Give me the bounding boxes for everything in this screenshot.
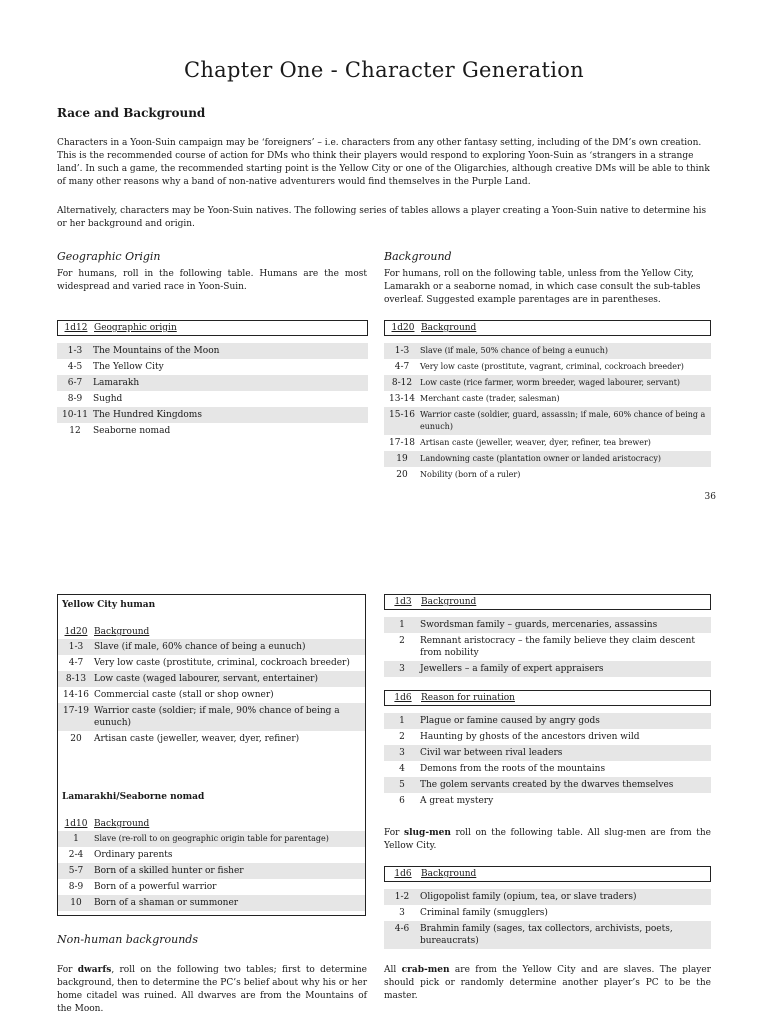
table-row <box>384 343 711 359</box>
column-header-name: Background <box>421 869 477 879</box>
value-cell: Low caste (rice farmer, worm breeder, waged labourer, servant) <box>420 378 681 387</box>
value-cell: Civil war between rival leaders <box>420 748 563 758</box>
value-cell: Demons from the roots of the mountains <box>420 764 606 774</box>
table-row <box>384 905 711 921</box>
table-row <box>58 687 365 703</box>
roll-cell: 10-11 <box>62 410 88 420</box>
section-heading-race: Race and Background <box>57 106 206 120</box>
roll-cell: 2 <box>399 732 405 742</box>
roll-cell: 15-16 <box>389 410 415 420</box>
text-run: All <box>384 965 402 975</box>
value-cell: Nobility (born of a ruler) <box>420 470 521 479</box>
crab-men-text <box>384 964 711 1003</box>
roll-cell: 10 <box>70 898 82 908</box>
table-row <box>384 467 711 483</box>
roll-cell: 12 <box>69 426 81 436</box>
roll-cell: 3 <box>399 908 405 918</box>
value-cell: Plague or famine caused by angry gods <box>420 716 600 726</box>
non-human-text <box>57 964 367 1016</box>
value-cell: Slave (re-roll to on geographic origin table for parentage) <box>94 834 329 843</box>
roll-cell: 8-12 <box>391 378 413 388</box>
table-row <box>384 359 711 375</box>
roll-cell: 3 <box>399 664 405 674</box>
geographic-origin-table <box>57 320 368 439</box>
value-cell: Artisan caste (jeweller, weaver, dyer, refiner, tea brewer) <box>420 438 651 447</box>
column-header-roll: 1d10 <box>64 819 88 829</box>
intro-paragraph-1: Characters in a Yoon-Suin campaign may be ‘foreigners’ – i.e. characters from any other fantasy setting, including of the DM’s own creation. This is the recommended course of action for DMs who think their players would respond to exploring Yoon-Suin as ‘strangers in a strange land’. In such a game, the recommended starting point is the Yellow City or one of the Oligarchies, although creative DMs will be able to think of many other reasons why a band of non-native adventurers would find themselves in the Purple Land. <box>57 138 710 187</box>
column-header-roll: 1d6 <box>394 869 412 879</box>
roll-cell: 4-7 <box>394 362 410 372</box>
value-cell: The Yellow City <box>93 362 164 372</box>
table-header <box>384 690 711 706</box>
table-row <box>58 639 365 655</box>
table-row <box>57 375 368 391</box>
yellow-city-heading: Yellow City human <box>62 600 156 610</box>
dwarf-background-table <box>384 594 711 677</box>
value-cell: Low caste (waged labourer, servant, entertainer) <box>94 674 318 684</box>
table-row <box>384 761 711 777</box>
non-human-heading: Non-human backgrounds <box>57 933 198 946</box>
roll-cell: 1-3 <box>68 642 84 652</box>
table-row <box>58 895 365 911</box>
text-run: , roll on the following two tables; first to determine background, then to determine the PC’s belief about why his or her home citadel was ruined. All dwarves are from the Mountains of the Moon. <box>57 965 367 1014</box>
value-cell: Merchant caste (trader, salesman) <box>420 394 560 403</box>
roll-cell: 3 <box>399 748 405 758</box>
table-row <box>384 617 711 633</box>
table-row <box>384 777 711 793</box>
value-cell: Landowning caste (plantation owner or landed aristocracy) <box>420 454 661 463</box>
roll-cell: 8-9 <box>67 394 83 404</box>
roll-cell: 4-6 <box>394 924 410 934</box>
table-row <box>58 863 365 879</box>
value-cell: Warrior caste (soldier, guard, assassin; if male, 60% chance of being a eunuch) <box>420 410 706 431</box>
roll-cell: 4-5 <box>67 362 83 372</box>
table-row <box>384 889 711 905</box>
background-table <box>384 320 711 483</box>
value-cell: Swordsman family – guards, mercenaries, assassins <box>420 620 658 630</box>
roll-cell: 5 <box>399 780 405 790</box>
value-cell: Lamarakh <box>93 378 140 388</box>
lamarakhi-table <box>58 817 365 911</box>
page-number: 36 <box>704 492 716 502</box>
value-cell: The Hundred Kingdoms <box>93 410 202 420</box>
column-header-name: Background <box>94 627 150 637</box>
roll-cell: 6 <box>399 796 405 806</box>
column-header-roll: 1d6 <box>394 693 412 703</box>
roll-cell: 1-2 <box>394 892 410 902</box>
column-header-name: Geographic origin <box>94 323 177 333</box>
roll-cell: 14-16 <box>63 690 89 700</box>
table-row <box>57 359 368 375</box>
table-row <box>384 745 711 761</box>
roll-cell: 20 <box>396 470 408 480</box>
table-row <box>57 407 368 423</box>
text-run: For <box>384 828 405 838</box>
table-row <box>384 661 711 677</box>
roll-cell: 8-9 <box>68 882 84 892</box>
table-row <box>384 633 711 661</box>
roll-cell: 13-14 <box>389 394 415 404</box>
table-row <box>384 407 711 435</box>
column-header-name: Background <box>94 819 150 829</box>
roll-cell: 1-3 <box>67 346 83 356</box>
value-cell: Slave (if male, 60% chance of being a eunuch) <box>94 642 306 652</box>
value-cell: The golem servants created by the dwarves themselves <box>420 780 674 790</box>
geographic-origin-text: For humans, roll in the following table. Humans are the most widespread and varied race in Yoon-Suin. <box>57 269 367 292</box>
column-header-name: Background <box>421 597 477 607</box>
table-header <box>384 866 711 882</box>
text-run: are from the Yellow City and are slaves. The player should pick or randomly determine another player’s PC to be the master. <box>384 965 711 1001</box>
table-row <box>384 921 711 949</box>
value-cell: Born of a skilled hunter or fisher <box>94 866 244 876</box>
value-cell: Commercial caste (stall or shop owner) <box>94 690 274 700</box>
table-header <box>384 594 711 610</box>
page-title: Chapter One - Character Generation <box>183 58 584 82</box>
table-row <box>58 879 365 895</box>
table-row <box>58 731 365 747</box>
value-cell: Haunting by ghosts of the ancestors driven wild <box>420 732 640 742</box>
column-header-roll: 1d3 <box>394 597 412 607</box>
value-cell: Oligopolist family (opium, tea, or slave traders) <box>420 892 637 902</box>
lamarakhi-heading: Lamarakhi/Seaborne nomad <box>62 792 205 802</box>
column-header-roll: 1d12 <box>64 323 88 333</box>
table-header <box>384 320 711 336</box>
roll-cell: 17-19 <box>63 706 89 716</box>
value-cell: Seaborne nomad <box>93 426 171 436</box>
geographic-origin-heading: Geographic Origin <box>57 250 161 263</box>
value-cell: Warrior caste (soldier; if male, 90% chance of being a eunuch) <box>94 706 340 728</box>
table-row <box>58 655 365 671</box>
table-row <box>57 423 368 439</box>
value-cell: Sughd <box>93 394 123 404</box>
yellow-city-table <box>58 625 365 747</box>
table-row <box>384 451 711 467</box>
value-cell: Very low caste (prostitute, criminal, cockroach breeder) <box>94 658 350 668</box>
bold-term: crab-men <box>401 965 450 975</box>
roll-cell: 17-18 <box>389 438 415 448</box>
roll-cell: 8-13 <box>65 674 87 684</box>
roll-cell: 20 <box>70 734 82 744</box>
value-cell: A great mystery <box>420 796 494 806</box>
table-row <box>57 343 368 359</box>
roll-cell: 19 <box>396 454 408 464</box>
table-header <box>58 625 365 639</box>
table-row <box>384 729 711 745</box>
value-cell: Born of a shaman or summoner <box>94 898 239 908</box>
table-row <box>384 391 711 407</box>
value-cell: Very low caste (prostitute, vagrant, criminal, cockroach breeder) <box>420 362 684 371</box>
bold-term: dwarfs <box>77 965 112 975</box>
table-header <box>58 817 365 831</box>
table-row <box>384 793 711 809</box>
roll-cell: 2 <box>399 636 405 646</box>
roll-cell: 1 <box>399 716 405 726</box>
roll-cell: 2-4 <box>68 850 84 860</box>
table-row <box>58 831 365 847</box>
value-cell: Jewellers – a family of expert appraisers <box>420 664 604 674</box>
value-cell: Slave (if male, 50% chance of being a eunuch) <box>420 346 608 355</box>
table-row <box>384 713 711 729</box>
column-header-name: Background <box>421 323 477 333</box>
column-header-roll: 1d20 <box>391 323 415 333</box>
table-row <box>58 671 365 687</box>
value-cell: Born of a powerful warrior <box>94 882 217 892</box>
roll-cell: 1 <box>399 620 405 630</box>
text-run: For <box>57 965 78 975</box>
roll-cell: 1-3 <box>394 346 410 356</box>
ruination-table <box>384 690 711 809</box>
roll-cell: 4 <box>399 764 405 774</box>
table-row <box>58 703 365 731</box>
roll-cell: 4-7 <box>68 658 84 668</box>
value-cell: Artisan caste (jeweller, weaver, dyer, refiner) <box>94 734 300 744</box>
table-row <box>384 375 711 391</box>
background-heading: Background <box>384 250 452 263</box>
roll-cell: 6-7 <box>67 378 83 388</box>
table-row <box>58 847 365 863</box>
text-run: roll on the following table. All slug-men are from the Yellow City. <box>384 828 711 851</box>
table-header <box>57 320 368 336</box>
bold-term: slug-men <box>404 828 451 838</box>
value-cell: Brahmin family (sages, tax collectors, archivists, poets, bureaucrats) <box>420 924 673 946</box>
column-header-roll: 1d20 <box>64 627 88 637</box>
roll-cell: 1 <box>73 834 79 844</box>
roll-cell: 5-7 <box>68 866 84 876</box>
slug-men-table <box>384 866 711 949</box>
slug-men-text <box>384 827 711 853</box>
value-cell: Remnant aristocracy – the family believe they claim descent from nobility <box>420 636 696 658</box>
value-cell: The Mountains of the Moon <box>93 346 220 356</box>
column-header-name: Reason for ruination <box>421 693 515 703</box>
value-cell: Ordinary parents <box>94 850 173 860</box>
intro-paragraph-2: Alternatively, characters may be Yoon-Suin natives. The following series of tables allows a player creating a Yoon-Suin native to determine his or her background and origin. <box>57 206 707 229</box>
table-row <box>384 435 711 451</box>
human-subtables-box <box>57 594 366 916</box>
value-cell: Criminal family (smugglers) <box>420 908 548 918</box>
background-text: For humans, roll on the following table, unless from the Yellow City, Lamarakh or a seaborne nomad, in which case consult the sub-tables overleaf. Suggested example parentages are in parentheses. <box>384 269 701 305</box>
table-row <box>57 391 368 407</box>
